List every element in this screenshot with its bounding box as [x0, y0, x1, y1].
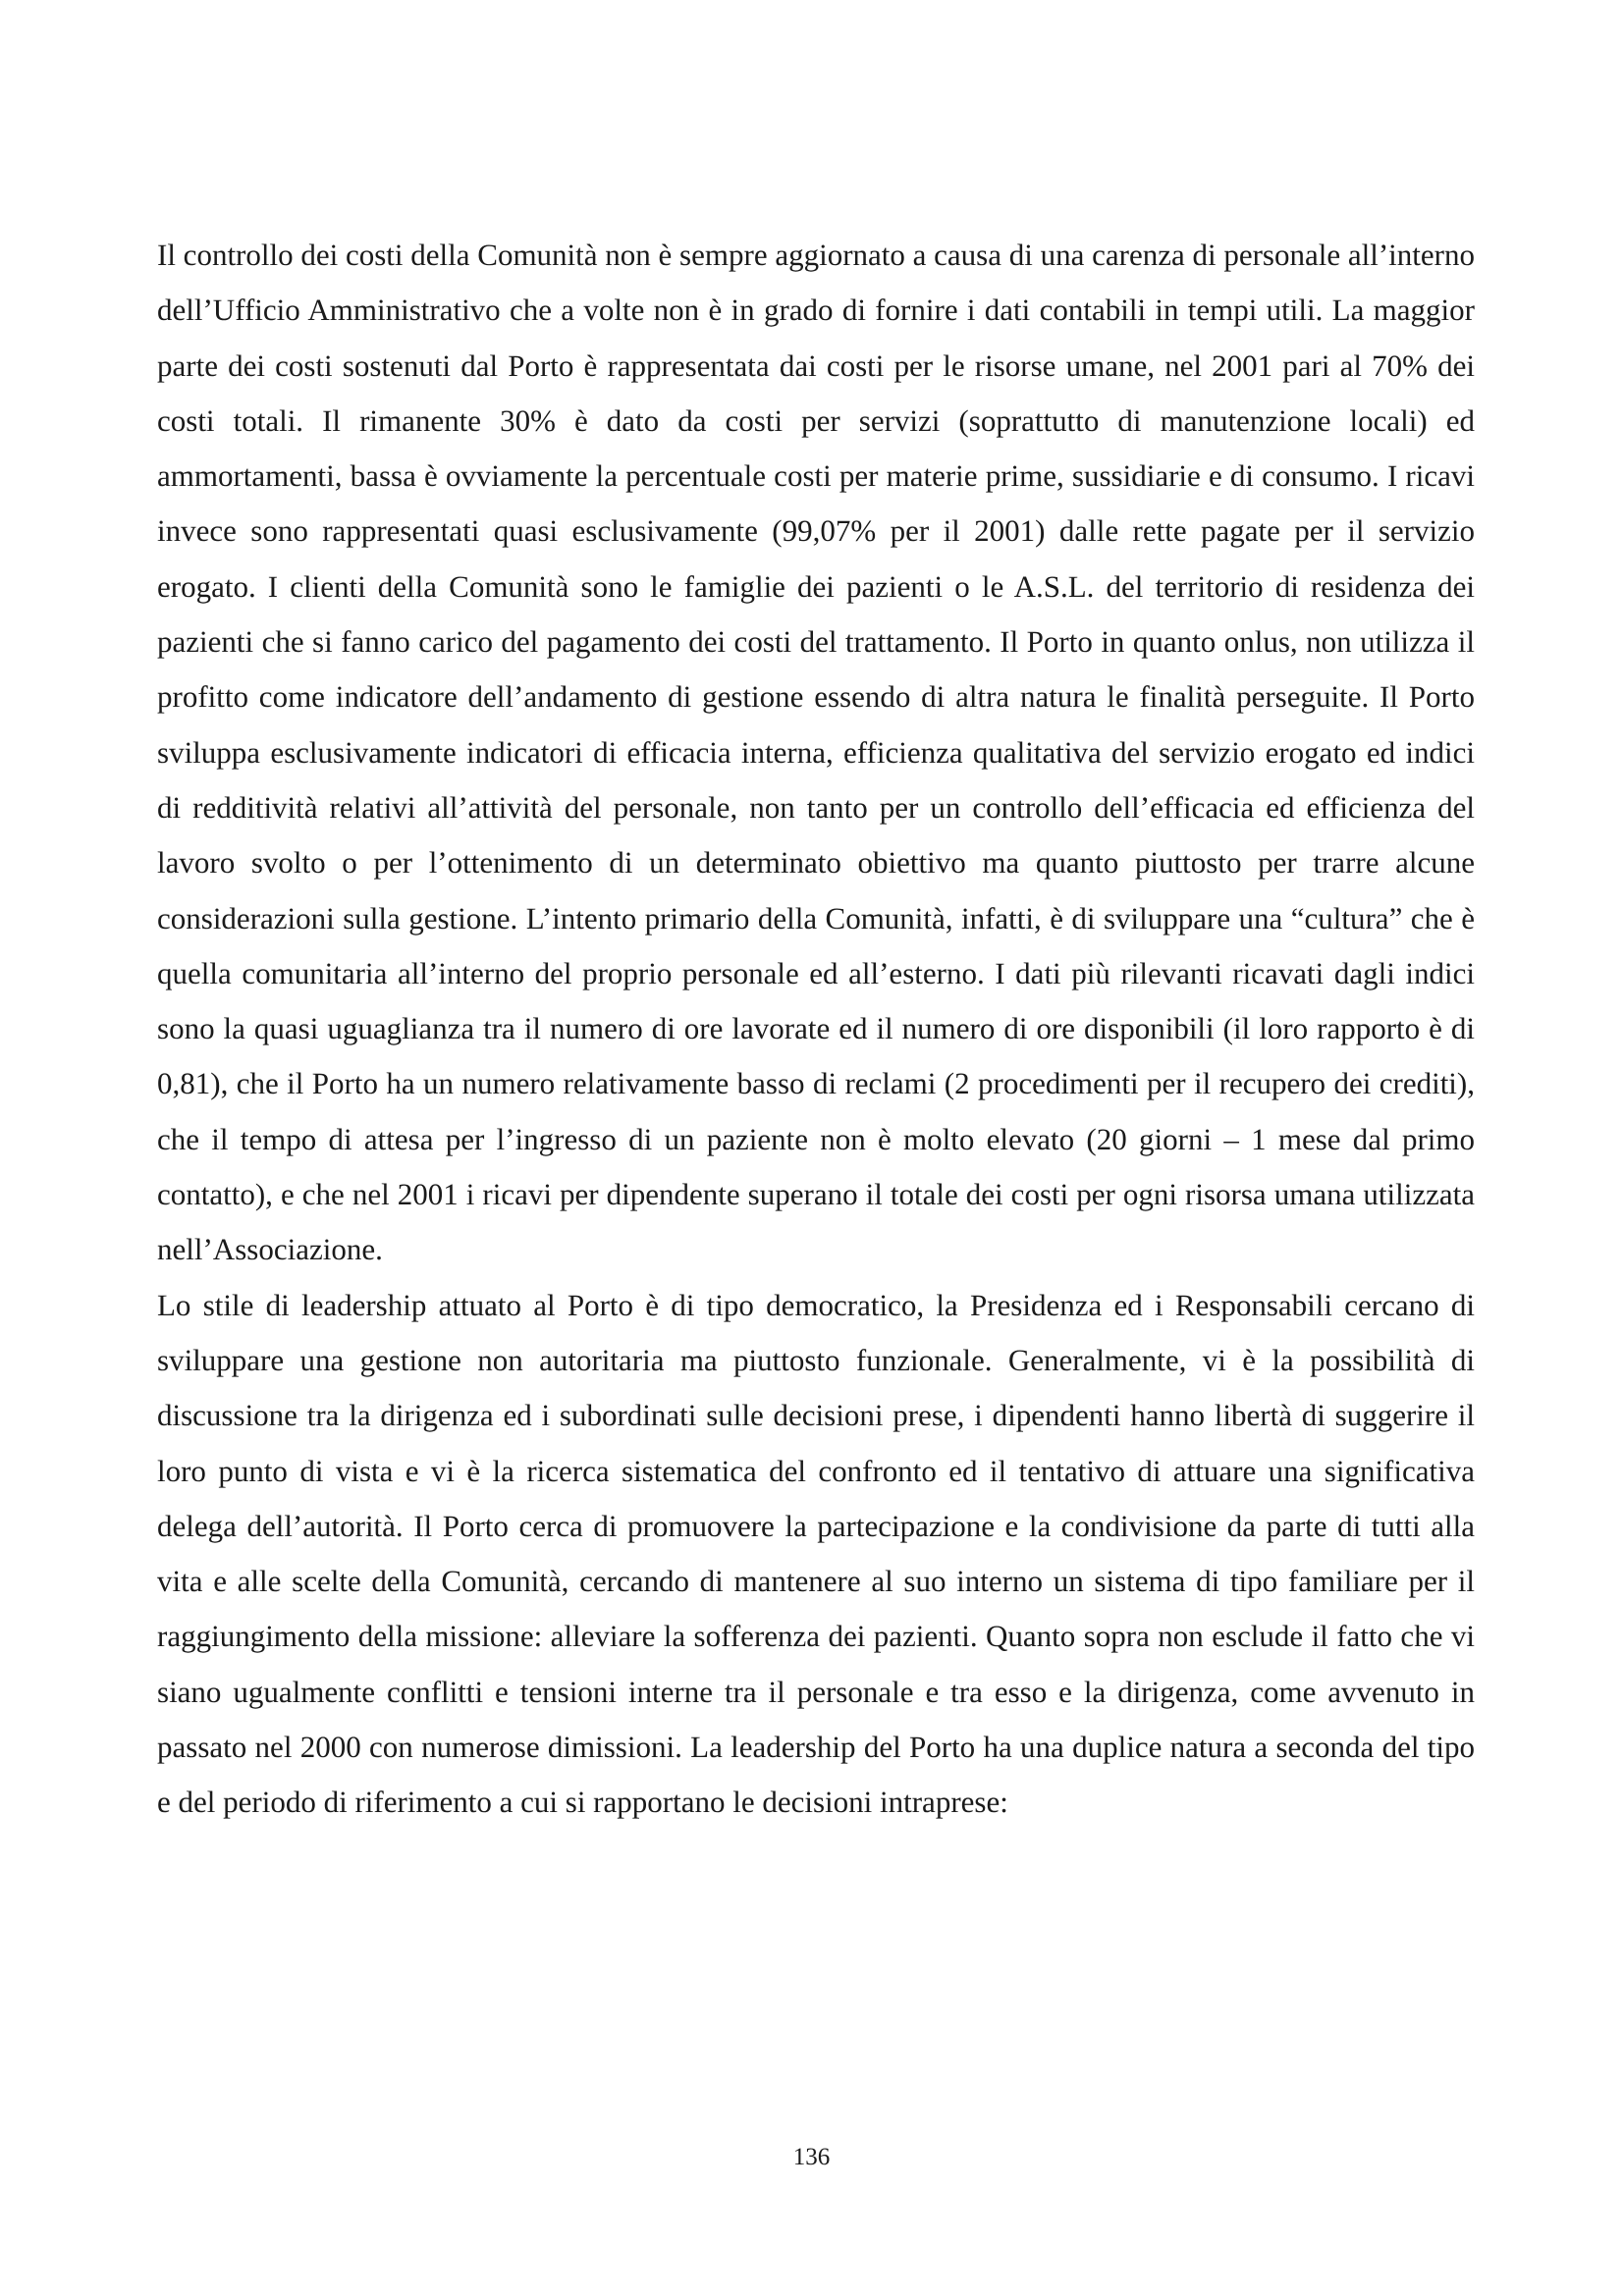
paragraph-cost-control: Il controllo dei costi della Comunità non è sempre aggiornato a causa di una carenza di personale all’interno dell’Ufficio Amministrativo che a volte non è in grado di fornire i dati contabili in tempi utili. La maggior parte dei costi sostenuti dal Porto è rappresentata dai costi per le risorse umane, nel 2001 pari al 70% dei costi totali. Il rimanente 30% è dato da costi per servizi (soprattutto di manutenzione locali) ed ammortamenti, bassa è ovviamente la percentuale costi per materie prime, sussidiarie e di consumo. I ricavi invece sono rappresentati quasi esclusivamente (99,07% per il 2001) dalle rette pagate per il servizio erogato. I clienti della Comunità sono le famiglie dei pazienti o le A.S.L. del territorio di residenza dei pazienti che si fanno carico del pagamento dei costi del trattamento. Il Porto in quanto onlus, non utilizza il profitto come indicatore dell’andamento di gestione essendo di altra natura le finalità perseguite. Il Porto sviluppa esclusivamente indicatori di efficacia interna, efficienza qualitativa del servizio erogato ed indici di redditività relativi all’attività del personale, non tanto per un controllo dell’efficacia ed efficienza del lavoro svolto o per l’ottenimento di un determinato obiettivo ma quanto piuttosto per trarre alcune considerazioni sulla gestione. L’intento primario della Comunità, infatti, è di sviluppare una “cultura” che è quella comunitaria all’interno del proprio personale ed all’esterno. I dati più rilevanti ricavati dagli indici sono la quasi uguaglianza tra il numero di ore lavorate ed il numero di ore disponibili (il loro rapporto è di 0,81), che il Porto ha un numero relativamente basso di reclami (2 procedimenti per il recupero dei crediti), che il tempo di attesa per l’ingresso di un paziente non è molto elevato (20 giorni – 1 mese dal primo contatto), e che nel 2001 i ricavi per dipendente superano il totale dei costi per ogni risorsa umana utilizzata nell’Associazione. [157, 238, 1475, 1267]
page-number: 136 [792, 2144, 831, 2170]
paragraph-leadership-style: Lo stile di leadership attuato al Porto è di tipo democratico, la Presidenza ed i Responsabili cercano di sviluppare una gestione non autoritaria ma piuttosto funzionale. Generalmente, vi è la possibilità di discussione tra la dirigenza ed i subordinati sulle decisioni prese, i dipendenti hanno libertà di suggerire il loro punto di vista e vi è la ricerca sistematica del confronto ed il tentativo di attuare una significativa delega dell’autorità. Il Porto cerca di promuovere la partecipazione e la condivisione da parte di tutti alla vita e alle scelte della Comunità, cercando di mantenere al suo interno un sistema di tipo familiare per il raggiungimento della missione: alleviare la sofferenza dei pazienti. Quanto sopra non esclude il fatto che vi siano ugualmente conflitti e tensioni interne tra il personale e tra esso e la dirigenza, come avvenuto in passato nel 2000 con numerose dimissioni. La leadership del Porto ha una duplice natura a seconda del tipo e del periodo di riferimento a cui si rapportano le decisioni intraprese: [157, 1287, 1475, 1820]
body-text [157, 228, 1475, 1831]
